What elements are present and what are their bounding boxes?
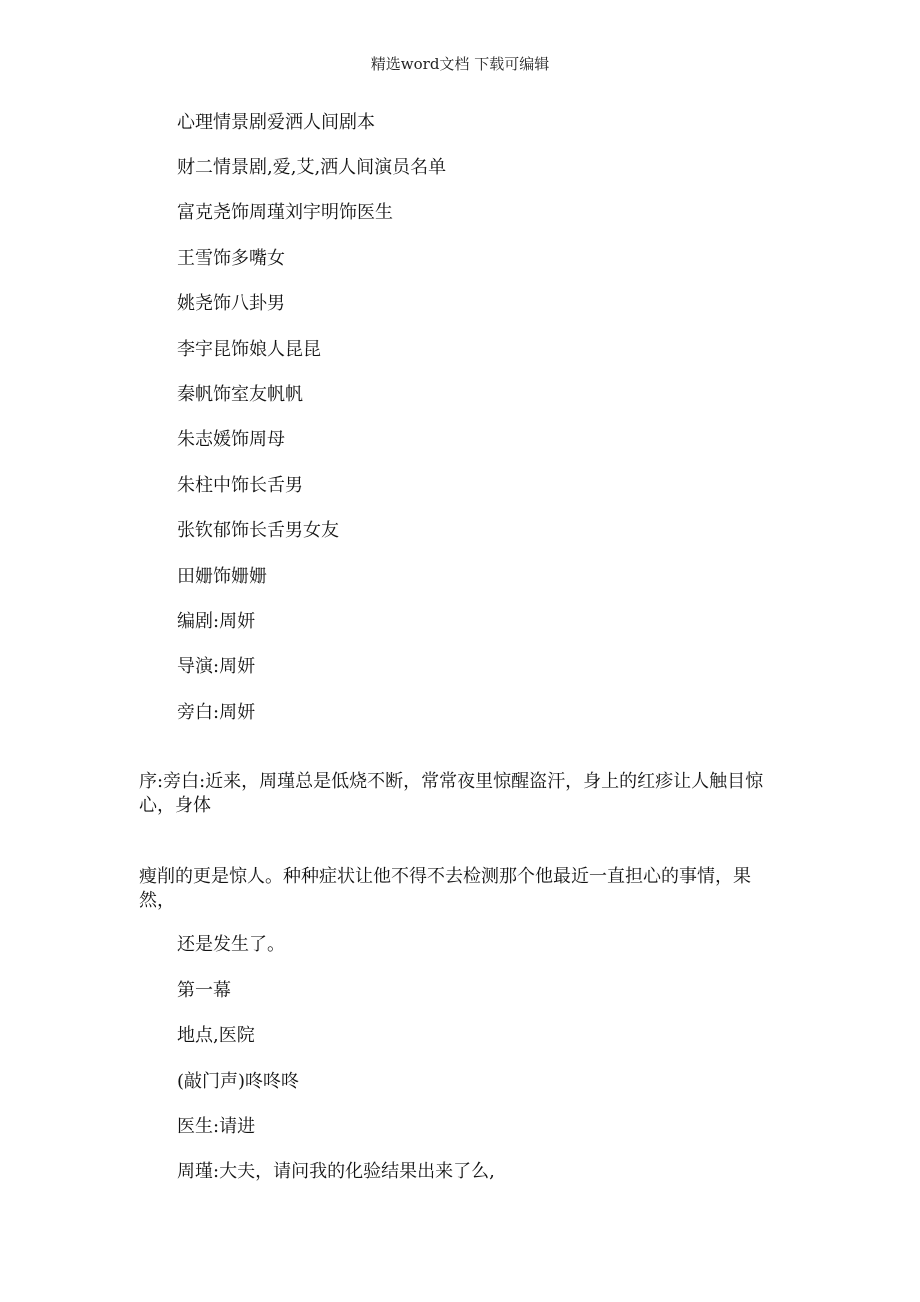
paragraph-line: 序:旁白:近来，周瑾总是低烧不断，常常夜里惊醒盗汗，身上的红疹让人触目惊 [139, 771, 764, 792]
page-header: 精选word文档 下载可编辑 [370, 55, 550, 73]
prologue-paragraph [139, 770, 789, 818]
script-title: 心理情景剧爱洒人间剧本 [177, 112, 375, 133]
paragraph-line: 然， [139, 890, 175, 911]
dialogue-line: 医生:请进 [177, 1116, 256, 1137]
cast-line: 姚尧饰八卦男 [177, 293, 285, 314]
paragraph-line: 瘦削的更是惊人。种种症状让他不得不去检测那个他最近一直担心的事情，果 [139, 866, 751, 887]
act-heading: 第一幕 [177, 980, 231, 1001]
cast-line: 朱柱中饰长舌男 [177, 475, 303, 496]
script-line: 还是发生了。 [177, 934, 285, 955]
dialogue-line: 周瑾:大夫，请问我的化验结果出来了么, [177, 1161, 495, 1182]
credit-line: 导演:周妍 [177, 656, 256, 677]
credit-line: 旁白:周妍 [177, 702, 256, 723]
cast-line: 富克尧饰周瑾刘宇明饰医生 [177, 202, 393, 223]
cast-line: 张钦郁饰长舌男女友 [177, 520, 339, 541]
cast-line: 秦帆饰室友帆帆 [177, 384, 303, 405]
paragraph-line: 心，身体 [139, 795, 211, 816]
cast-line: 田姗饰姗姗 [177, 566, 267, 587]
cast-line: 李宇昆饰娘人昆昆 [177, 339, 321, 360]
scene-location: 地点,医院 [177, 1025, 255, 1046]
cast-list-heading: 财二情景剧,爱,艾,洒人间演员名单 [177, 157, 447, 178]
prologue-paragraph [139, 865, 789, 913]
cast-line: 朱志媛饰周母 [177, 429, 285, 450]
credit-line: 编剧:周妍 [177, 611, 256, 632]
cast-line: 王雪饰多嘴女 [177, 248, 285, 269]
stage-direction: (敲门声)咚咚咚 [177, 1071, 300, 1092]
